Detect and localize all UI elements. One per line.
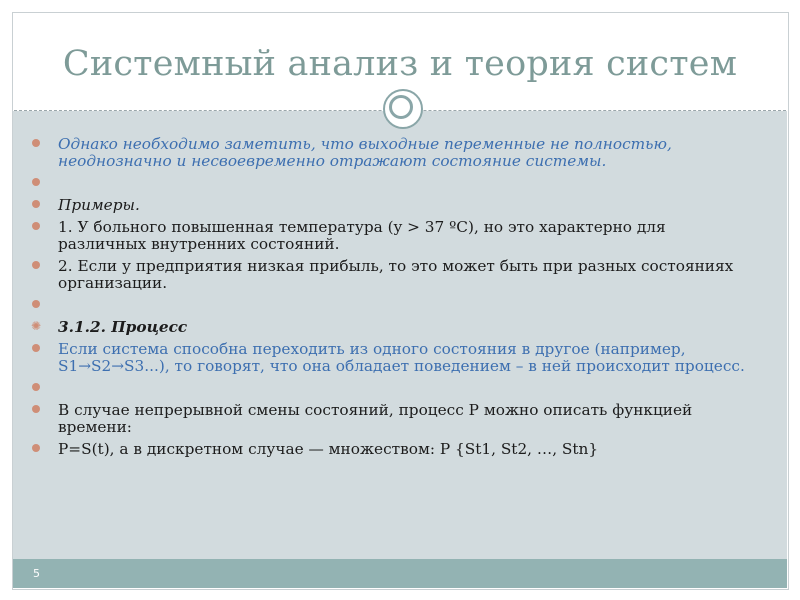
slide-number: 5 [33,567,40,580]
bullet-dot-icon [32,178,40,186]
bullet-dot-icon [32,444,40,452]
bullet-item-empty [30,380,755,397]
ring-ornament-icon [383,89,423,129]
bullet-item-heading [30,319,755,336]
section-heading: 3.1.2. Процесс [58,318,188,336]
bullet-dot-icon [32,383,40,391]
bullet-item-empty [30,175,755,192]
bullet-item [30,258,755,292]
bullet-list [30,136,755,463]
bullet-dot-icon [32,405,40,413]
bullet-text: Если система способна переходить из одного состояния в другое (например, S1→S2→S3...), то говорят, что она обладает поведением – в ней происходит процесс. [58,340,745,375]
bullet-item [30,197,755,214]
footer-bar [13,559,787,588]
bullet-text: 1. У больного повышенная температура (y > 37 ºC), но это характерно для различных внутренних состояний. [58,218,666,253]
bullet-text: P=S(t), а в дискретном случае — множеством: P {St1, St2, …, Stn} [58,440,599,458]
bullet-dot-icon [32,200,40,208]
bullet-dot-icon [32,222,40,230]
bullet-item [30,136,755,170]
bullet-item [30,441,755,458]
bullet-text: Примеры. [58,196,140,214]
bullet-text: В случае непрерывной смены состояний, процесс P можно описать функцией времени: [58,401,693,436]
bullet-dot-icon [32,261,40,269]
bullet-text: Однако необходимо заметить, что выходные переменные не полностью, неоднозначно и несвоевременно отражают состояние системы. [58,135,672,170]
bullet-text: 2. Если у предприятия низкая прибыль, то это может быть при разных состояниях организации. [58,257,734,292]
bullet-item [30,402,755,436]
bullet-dot-icon [32,139,40,147]
bullet-item-empty [30,297,755,314]
bullet-star-icon: ✺ [31,319,42,333]
bullet-dot-icon [32,300,40,308]
bullet-item [30,341,755,375]
bullet-dot-icon [32,344,40,352]
bullet-item [30,219,755,253]
slide-title: Системный анализ и теория систем [62,44,738,84]
